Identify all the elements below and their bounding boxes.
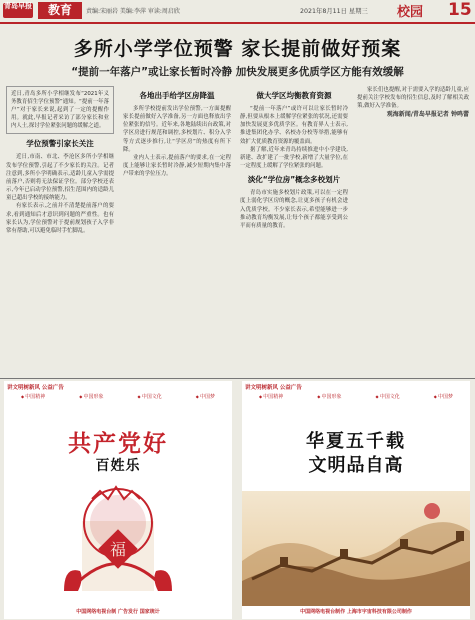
- editor-credits: 责编:宋丽岩 美编:李萍 审读:周启欣: [86, 8, 180, 15]
- column-heading: 各地出手给学区房降温: [139, 91, 215, 100]
- article-column-4: [357, 86, 469, 374]
- ad-subtitle: 百姓乐: [95, 458, 141, 474]
- ad-categories: [242, 393, 470, 400]
- page-header: [0, 0, 475, 24]
- ad-footer: 中国网络电视台制作 上海市宇宙科技有限公司制作: [300, 609, 412, 615]
- ad-category: ◆ 中国文化: [137, 393, 161, 400]
- column-heading: 学位预警引家长关注: [26, 139, 94, 149]
- paragraph: 多所学校提前发出学位预警,一方面提醒家长提前做好入学准备,另一方面也释放出学位紧张的信号。近年来,各地陆续出台政策,对学区房进行规范和调控,多校划片、积分入学等方式逐步推行,让“学区房”的热度有所下降。: [123, 106, 231, 153]
- ad-category: ◆ 中国梦: [196, 393, 215, 400]
- paragraph: 家长们也提醒,对于需要入学的适龄儿童,应提前关注学校发布的招生信息,及时了解相关政策,做好入学准备。: [357, 87, 469, 110]
- great-wall-illustration: [242, 491, 470, 606]
- public-service-ad-right: [242, 381, 470, 619]
- ad-category: ◆ 中国精神: [259, 393, 283, 400]
- ad-divider: [0, 378, 475, 379]
- article-column-1: [6, 86, 114, 374]
- main-headline: 多所小学学位预警 家长提前做好预案: [73, 38, 402, 60]
- paragraph: 有家长表示,之前并不清楚提前落户的要求,看到通知后才意识到问题的严重性。也有家长认为,学位预警对于提前规划孩子入学非常有帮助,可以避免临时手忙脚乱。: [6, 203, 114, 234]
- paragraph: 据了解,近年来青岛持续推进中小学建设,新建、改扩建了一批学校,新增了大量学位,在一定程度上缓解了学位紧张的问题。: [240, 146, 348, 170]
- ad-title: 共产党好: [68, 430, 168, 457]
- public-service-ad-left: [4, 381, 232, 619]
- column-heading: 做大学区均衡教育资源: [256, 91, 332, 100]
- article-column-3: [240, 86, 348, 374]
- newspaper-logo: 青岛早报: [3, 3, 33, 18]
- ad-title: 华夏五千载: [306, 431, 406, 452]
- ad-category: ◆ 中国形象: [79, 393, 103, 400]
- paragraph: “提前一年落户”或许可以让家长暂时冷静,但要从根本上缓解学位紧张的状况,还需要加快发展更多优质学区。有教育界人士表示,推进集团化办学、名校办分校等举措,能够有效扩大优质教育资源的覆盖面。: [240, 106, 348, 145]
- section-name: 校园: [397, 5, 424, 20]
- issue-date: 2021年8月11日 星期三: [300, 8, 368, 15]
- ad-tagline: 讲文明树新风 公益广告: [245, 385, 302, 391]
- ad-category: ◆ 中国文化: [375, 393, 399, 400]
- paragraph: 近日,市南、市北、李沧区多所小学相继发布学位预警,引起了不少家长的关注。记者注意到,多所小学明确表示,适龄儿童入学需提前落户,否则将无法保证学位。部分学校还表示,今年已启动学位预警,招生范围内的适龄儿童已超出学校的接纳能力。: [6, 154, 114, 202]
- paper-cut-fu-illustration: [44, 481, 192, 599]
- ad-footer: 中国网络电视台制 广告发行 国家统计: [76, 609, 160, 615]
- paragraph: 青岛市实施多校划片政策,可以在一定程度上弱化学区房的概念,让更多孩子有机会进入优质学校。不少家长表示,希望能够进一步推动教育均衡发展,让每个孩子都能享受到公平而有质量的教育。: [240, 190, 348, 229]
- article-column-2: [123, 86, 231, 374]
- byline: 观海新闻/青岛早报记者 钟鸣蕾: [386, 111, 469, 119]
- ad-tagline: 讲文明树新风 公益广告: [7, 385, 64, 391]
- column-heading: 淡化“学位房”概念多校划片: [247, 175, 341, 185]
- ad-subtitle: 文明品自高: [308, 455, 404, 476]
- page-number: 15: [448, 0, 472, 20]
- svg-text:福: 福: [109, 540, 127, 559]
- paragraph: 业内人士表示,提前落户的要求,在一定程度上能够让家长暂时冷静,减少短期内集中落户带来的学位压力。: [123, 154, 231, 178]
- ad-category: ◆ 中国形象: [317, 393, 341, 400]
- section-label: 教育: [38, 2, 82, 19]
- ad-categories: [4, 393, 232, 400]
- lead-paragraph: 近日,青岛多所小学相继发布“2021年义务教育招生学位预警”通知。“提前一年落户”对于家长来说,起到了一定的提醒作用。就此,早报记者采访了部分家长和业内人士,探讨学位紧张问题的缓解之道。: [6, 86, 114, 134]
- subheadline: “提前一年落户”或让家长暂时冷静 加快发展更多优质学区方能有效缓解: [71, 66, 404, 78]
- ad-category: ◆ 中国梦: [434, 393, 453, 400]
- ad-category: ◆ 中国精神: [21, 393, 45, 400]
